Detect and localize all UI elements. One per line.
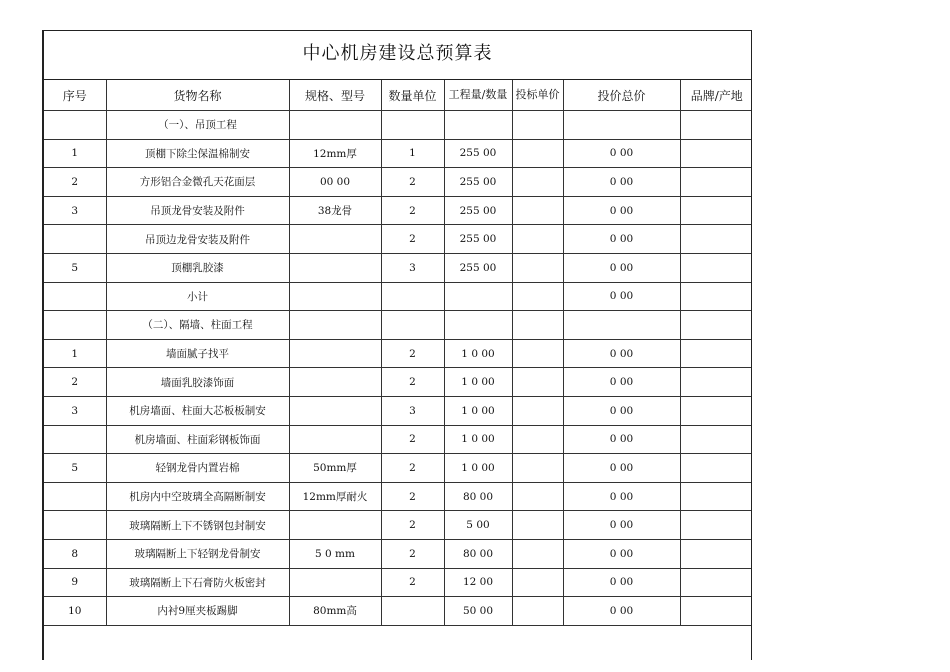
cell-brand	[680, 282, 752, 311]
cell-item-name: （二）、隔墙、柱面工程	[106, 311, 289, 340]
cell-spec	[289, 368, 381, 397]
cell-brand	[680, 597, 752, 626]
budget-table	[44, 80, 752, 626]
cell-item-name: 墙面乳胶漆饰面	[106, 368, 289, 397]
cell-unit	[381, 111, 444, 140]
cell-total-price: 0 00	[563, 168, 680, 197]
cell-index: 9	[44, 568, 106, 597]
cell-quantity: 255 00	[444, 139, 512, 168]
table-row	[44, 454, 752, 483]
cell-spec: 12mm厚耐火	[289, 482, 381, 511]
cell-index: 8	[44, 539, 106, 568]
cell-unit: 2	[381, 482, 444, 511]
cell-item-name: 方形铝合金微孔天花面层	[106, 168, 289, 197]
cell-unit	[381, 282, 444, 311]
cell-index: 2	[44, 368, 106, 397]
table-row	[44, 511, 752, 540]
cell-quantity: 80 00	[444, 482, 512, 511]
cell-total-price: 0 00	[563, 454, 680, 483]
cell-quantity: 1 0 00	[444, 454, 512, 483]
cell-item-name: 顶棚下除尘保温棉制安	[106, 139, 289, 168]
cell-unit	[381, 597, 444, 626]
cell-spec	[289, 225, 381, 254]
cell-quantity	[444, 282, 512, 311]
cell-unit: 2	[381, 368, 444, 397]
table-row	[44, 368, 752, 397]
cell-brand	[680, 196, 752, 225]
cell-quantity: 1 0 00	[444, 425, 512, 454]
table-row	[44, 282, 752, 311]
cell-unit-price	[512, 454, 563, 483]
cell-index	[44, 311, 106, 340]
header-index: 序号	[44, 80, 106, 111]
cell-total-price: 0 00	[563, 253, 680, 282]
cell-spec	[289, 568, 381, 597]
cell-spec: 80mm高	[289, 597, 381, 626]
cell-total-price: 0 00	[563, 339, 680, 368]
cell-item-name: 玻璃隔断上下石膏防火板密封	[106, 568, 289, 597]
cell-total-price: 0 00	[563, 139, 680, 168]
cell-unit: 2	[381, 225, 444, 254]
cell-index	[44, 482, 106, 511]
header-spec: 规格、型号	[289, 80, 381, 111]
header-unit-price: 投标单价	[512, 80, 563, 111]
table-row	[44, 168, 752, 197]
cell-unit-price	[512, 196, 563, 225]
cell-item-name: 吊顶边龙骨安装及附件	[106, 225, 289, 254]
cell-unit: 2	[381, 425, 444, 454]
table-row	[44, 339, 752, 368]
cell-index: 5	[44, 454, 106, 483]
cell-index: 5	[44, 253, 106, 282]
cell-unit: 2	[381, 539, 444, 568]
header-item-name: 货物名称	[106, 80, 289, 111]
cell-quantity: 1 0 00	[444, 368, 512, 397]
cell-total-price: 0 00	[563, 568, 680, 597]
header-brand: 品牌/产地	[680, 80, 752, 111]
cell-item-name: 内衬9厘夹板踢脚	[106, 597, 289, 626]
table-row	[44, 139, 752, 168]
cell-index	[44, 111, 106, 140]
cell-spec: 5 0 mm	[289, 539, 381, 568]
cell-quantity: 50 00	[444, 597, 512, 626]
cell-item-name: 玻璃隔断上下不锈钢包封制安	[106, 511, 289, 540]
cell-unit-price	[512, 482, 563, 511]
cell-unit-price	[512, 368, 563, 397]
cell-unit: 3	[381, 396, 444, 425]
cell-index: 1	[44, 139, 106, 168]
cell-index	[44, 511, 106, 540]
cell-item-name: 机房墙面、柱面大芯板板制安	[106, 396, 289, 425]
cell-index: 3	[44, 396, 106, 425]
table-header-row	[44, 80, 752, 111]
sheet-title: 中心机房建设总预算表	[44, 31, 751, 80]
cell-unit-price	[512, 225, 563, 254]
cell-quantity: 1 0 00	[444, 339, 512, 368]
cell-unit: 2	[381, 454, 444, 483]
cell-unit: 2	[381, 339, 444, 368]
cell-unit-price	[512, 139, 563, 168]
cell-item-name: 小计	[106, 282, 289, 311]
cell-quantity: 80 00	[444, 539, 512, 568]
cell-unit-price	[512, 396, 563, 425]
cell-quantity: 255 00	[444, 225, 512, 254]
cell-item-name: 吊顶龙骨安装及附件	[106, 196, 289, 225]
cell-index	[44, 282, 106, 311]
cell-index: 10	[44, 597, 106, 626]
table-row	[44, 196, 752, 225]
cell-total-price: 0 00	[563, 511, 680, 540]
cell-item-name: （一）、吊顶工程	[106, 111, 289, 140]
cell-unit	[381, 311, 444, 340]
cell-spec: 38龙骨	[289, 196, 381, 225]
cell-unit-price	[512, 282, 563, 311]
cell-spec	[289, 511, 381, 540]
cell-index	[44, 225, 106, 254]
cell-unit: 3	[381, 253, 444, 282]
table-row	[44, 311, 752, 340]
cell-quantity	[444, 311, 512, 340]
cell-item-name: 机房墙面、柱面彩钢板饰面	[106, 425, 289, 454]
table-row	[44, 111, 752, 140]
cell-brand	[680, 511, 752, 540]
table-row	[44, 597, 752, 626]
table-row	[44, 425, 752, 454]
cell-unit-price	[512, 425, 563, 454]
cell-unit-price	[512, 539, 563, 568]
cell-item-name: 机房内中空玻璃全高隔断制安	[106, 482, 289, 511]
cell-total-price: 0 00	[563, 482, 680, 511]
cell-spec	[289, 311, 381, 340]
cell-spec: 00 00	[289, 168, 381, 197]
cell-brand	[680, 225, 752, 254]
cell-quantity: 255 00	[444, 253, 512, 282]
cell-spec	[289, 253, 381, 282]
cell-unit: 1	[381, 139, 444, 168]
cell-brand	[680, 568, 752, 597]
cell-spec	[289, 111, 381, 140]
cell-brand	[680, 253, 752, 282]
cell-item-name: 轻钢龙骨内置岩棉	[106, 454, 289, 483]
cell-brand	[680, 311, 752, 340]
cell-item-name: 顶棚乳胶漆	[106, 253, 289, 282]
cell-unit: 2	[381, 196, 444, 225]
cell-brand	[680, 111, 752, 140]
cell-spec: 12mm厚	[289, 139, 381, 168]
cell-unit: 2	[381, 168, 444, 197]
cell-brand	[680, 139, 752, 168]
cell-unit-price	[512, 568, 563, 597]
cell-unit-price	[512, 168, 563, 197]
header-total-price: 投价总价	[563, 80, 680, 111]
cell-brand	[680, 454, 752, 483]
table-row	[44, 482, 752, 511]
cell-brand	[680, 482, 752, 511]
cell-quantity: 255 00	[444, 196, 512, 225]
cell-brand	[680, 396, 752, 425]
cell-unit: 2	[381, 568, 444, 597]
cell-quantity	[444, 111, 512, 140]
cell-unit-price	[512, 339, 563, 368]
cell-total-price: 0 00	[563, 539, 680, 568]
header-quantity: 工程量/数量	[444, 80, 512, 111]
cell-total-price: 0 00	[563, 597, 680, 626]
cell-total-price: 0 00	[563, 282, 680, 311]
cell-total-price: 0 00	[563, 396, 680, 425]
table-row	[44, 568, 752, 597]
cell-unit-price	[512, 311, 563, 340]
cell-item-name: 墙面腻子找平	[106, 339, 289, 368]
cell-total-price: 0 00	[563, 225, 680, 254]
cell-quantity: 12 00	[444, 568, 512, 597]
cell-brand	[680, 539, 752, 568]
table-row	[44, 225, 752, 254]
cell-total-price	[563, 111, 680, 140]
cell-unit-price	[512, 511, 563, 540]
table-row	[44, 539, 752, 568]
cell-brand	[680, 339, 752, 368]
cell-brand	[680, 168, 752, 197]
cell-index: 3	[44, 196, 106, 225]
cell-spec: 50mm厚	[289, 454, 381, 483]
header-unit: 数量单位	[381, 80, 444, 111]
cell-total-price: 0 00	[563, 425, 680, 454]
cell-quantity: 5 00	[444, 511, 512, 540]
cell-brand	[680, 368, 752, 397]
cell-unit-price	[512, 253, 563, 282]
cell-quantity: 255 00	[444, 168, 512, 197]
cell-unit-price	[512, 111, 563, 140]
cell-unit-price	[512, 597, 563, 626]
cell-spec	[289, 425, 381, 454]
cell-spec	[289, 396, 381, 425]
cell-brand	[680, 425, 752, 454]
table-row	[44, 396, 752, 425]
cell-unit: 2	[381, 511, 444, 540]
cell-index: 1	[44, 339, 106, 368]
cell-index	[44, 425, 106, 454]
cell-spec	[289, 339, 381, 368]
budget-sheet	[42, 30, 752, 660]
cell-total-price: 0 00	[563, 368, 680, 397]
cell-quantity: 1 0 00	[444, 396, 512, 425]
cell-spec	[289, 282, 381, 311]
cell-total-price	[563, 311, 680, 340]
table-row	[44, 253, 752, 282]
cell-index: 2	[44, 168, 106, 197]
cell-total-price: 0 00	[563, 196, 680, 225]
cell-item-name: 玻璃隔断上下轻钢龙骨制安	[106, 539, 289, 568]
